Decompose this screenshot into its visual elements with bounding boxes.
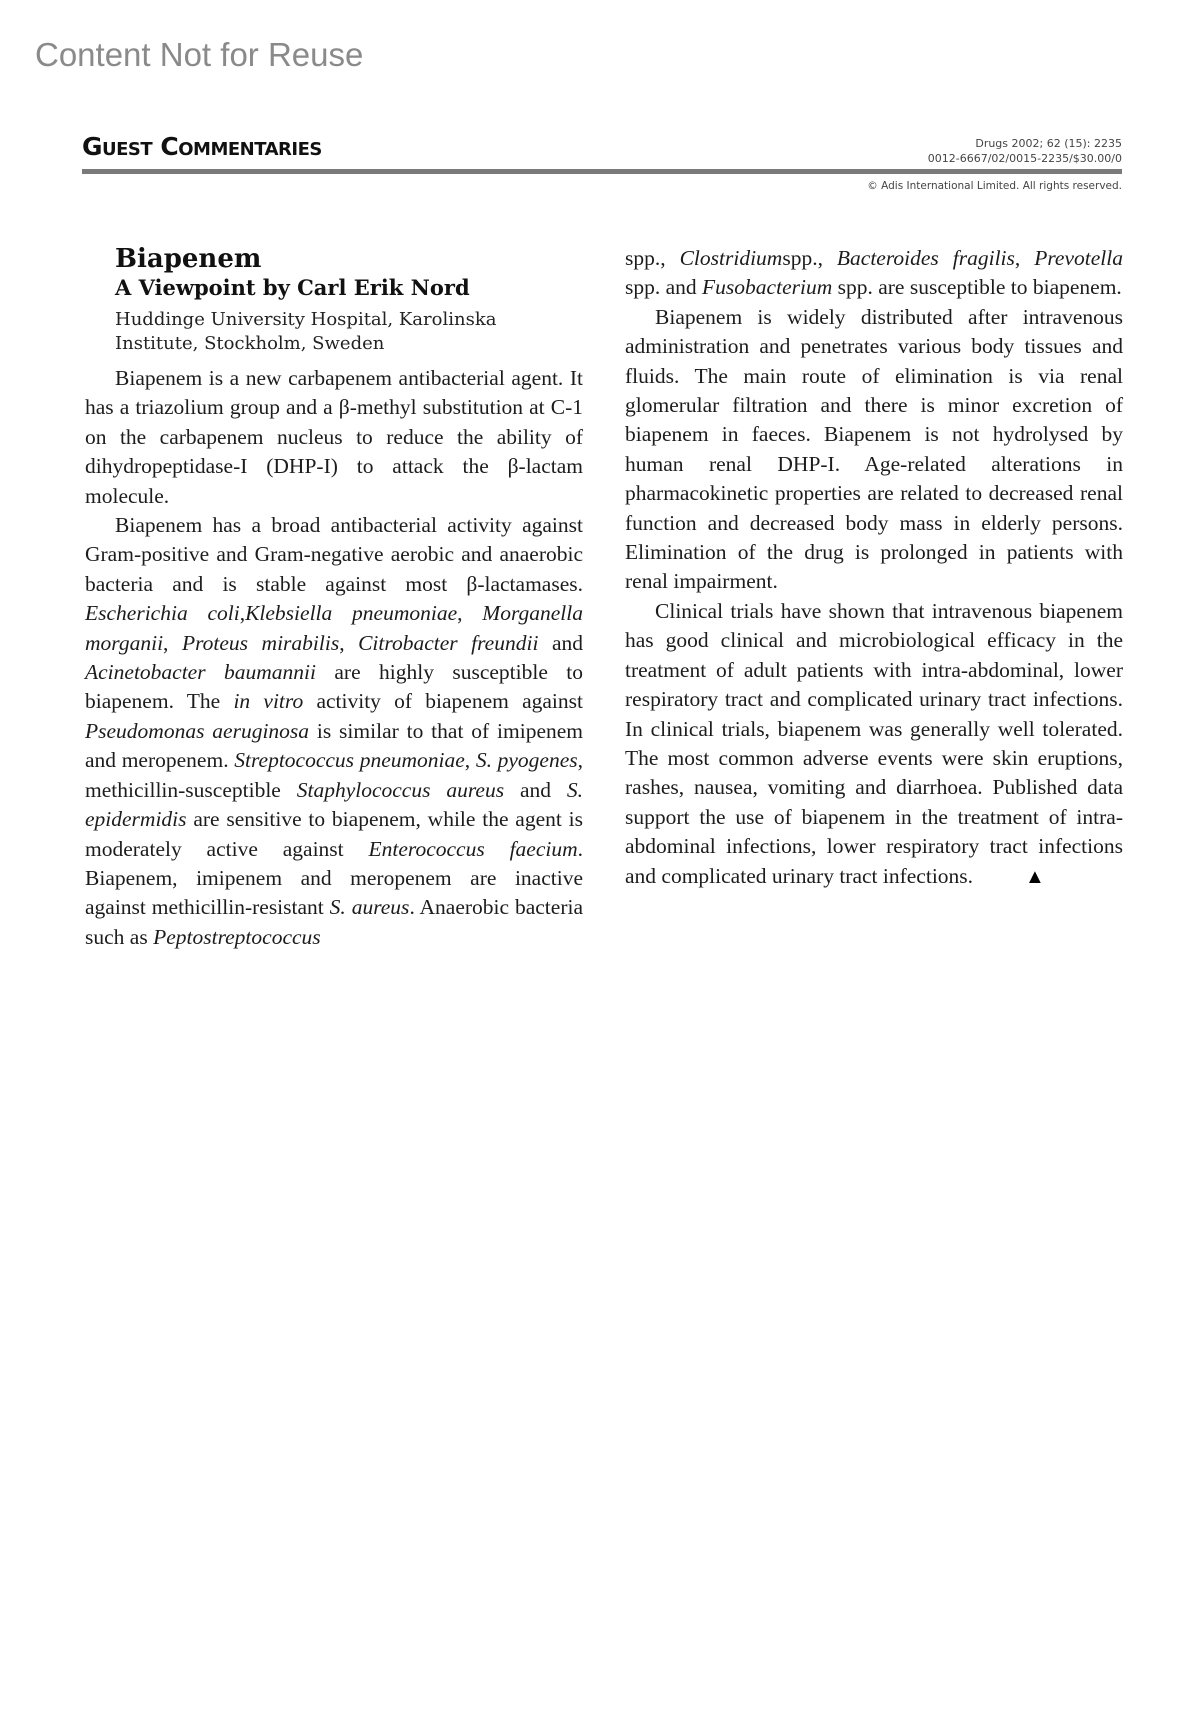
article-title-block xyxy=(85,244,583,356)
affiliation-line-2: Institute, Stockholm, Sweden xyxy=(115,333,385,354)
watermark-text: Content Not for Reuse xyxy=(35,36,364,73)
italic-term: Fusobacterium xyxy=(702,275,833,300)
paragraph-3: Biapenem is widely distributed after intravenous administration and penetrates various body tissues and fluids. The main route of elimination is via renal glomerular filtration and there is minor excretion of biapenem in faeces. Biapenem is not hydrolysed by human renal DHP-I. Age-related alterations in pharmacokinetic properties are related to decreased renal function and decreased body mass in elderly persons. Elimination of the drug is prolonged in patients with renal impairment. xyxy=(625,304,1123,594)
italic-term: Klebsiella pneumoniae xyxy=(245,601,458,626)
article-title: Biapenem xyxy=(115,244,262,274)
italic-term: Proteus mirabilis xyxy=(181,630,340,655)
italic-term: S. aureus xyxy=(329,895,410,920)
italic-term: Clostridium xyxy=(679,246,783,270)
italic-term: Peptostreptococcus xyxy=(153,924,321,949)
copyright-notice: © Adis International Limited. All rights reserved. xyxy=(867,180,1122,192)
paragraph-4: Clinical trials have shown that intravenous biapenem has good clinical and microbiological efficacy in the treatment of adult patients with intra-abdominal, lower respiratory tract and complicated urinary tract infections. In clinical trials, biapenem was generally well tolerated. The most common adverse events were skin eruptions, rashes, nausea, vomiting and diarrhoea. Published data support the use of biapenem in the treatment of intra-abdominal infections, lower respiratory tract infections and complicated urinary tract infections. ▲ xyxy=(625,597,1123,892)
italic-term: Citrobacter freundii xyxy=(358,630,539,655)
article-code: 0012-6667/02/0015-2235/$30.00/0 xyxy=(927,152,1122,165)
italic-term: Enterococcus faecium xyxy=(368,836,578,861)
header-rule xyxy=(82,169,1122,174)
journal-citation xyxy=(928,136,1122,166)
paragraph-2-continued: spp., Clostridiumspp., Bacteroides fragilis, Prevotella spp. and Fusobacterium spp. are susceptible to biapenem. xyxy=(625,246,1123,300)
italic-term: Staphylococcus aureus xyxy=(296,777,505,802)
section-heading: Guest Commentaries xyxy=(82,132,322,161)
italic-term: S. pyogenes xyxy=(475,748,578,773)
italic-term: Acinetobacter baumannii xyxy=(85,660,316,685)
end-of-article-triangle-icon: ▲ xyxy=(1025,865,1045,888)
italic-term: in vitro xyxy=(233,689,304,714)
italic-term: Prevotella xyxy=(1034,246,1123,270)
right-column xyxy=(625,244,1123,892)
author-affiliation xyxy=(115,308,583,356)
italic-term: Streptococcus pneumoniae xyxy=(234,748,465,773)
left-column xyxy=(85,244,583,952)
affiliation-line-1: Huddinge University Hospital, Karolinska xyxy=(115,309,497,330)
italic-term: Escherichia coli xyxy=(85,601,240,626)
paragraph-2: Biapenem has a broad antibacterial activity against Gram-positive and Gram-negative aerobic and anaerobic bacteria and is stable against most β-lactamases. Escherichia coli,Klebsiella pneumoniae, Morganella morganii, Proteus mirabilis, Citrobacter freundii and Acinetobacter baumannii are highly susceptible to biapenem. The in vitro activity of biapenem against Pseudomonas aeruginosa is similar to that of imipenem and meropenem. Streptococcus pneumoniae, S. pyogenes, methicillin-susceptible Staphylococcus aureus and S. epidermidis are sensitive to biapenem, while the agent is moderately active against Enterococcus faecium. Biapenem, imipenem and meropenem are inactive against methicillin-resistant S. aureus. Anaerobic bacteria such as Peptostreptococcus xyxy=(85,513,584,949)
italic-term: S. epidermidis xyxy=(85,777,584,832)
paragraph-1: Biapenem is a new carbapenem antibacterial agent. It has a triazolium group and a β-methyl substitution at C-1 on the carbapenem nucleus to reduce the ability of dihydropeptidase-I (DHP-I) to attack the β-lactam molecule. xyxy=(85,366,583,508)
italic-term: Pseudomonas aeruginosa xyxy=(85,718,310,743)
article-subtitle: A Viewpoint by Carl Erik Nord xyxy=(115,275,470,300)
italic-term: Morganella morganii xyxy=(85,601,583,655)
citation-line: Drugs 2002; 62 (15): 2235 xyxy=(975,137,1122,150)
italic-term: Bacteroides fragilis xyxy=(836,246,1015,270)
